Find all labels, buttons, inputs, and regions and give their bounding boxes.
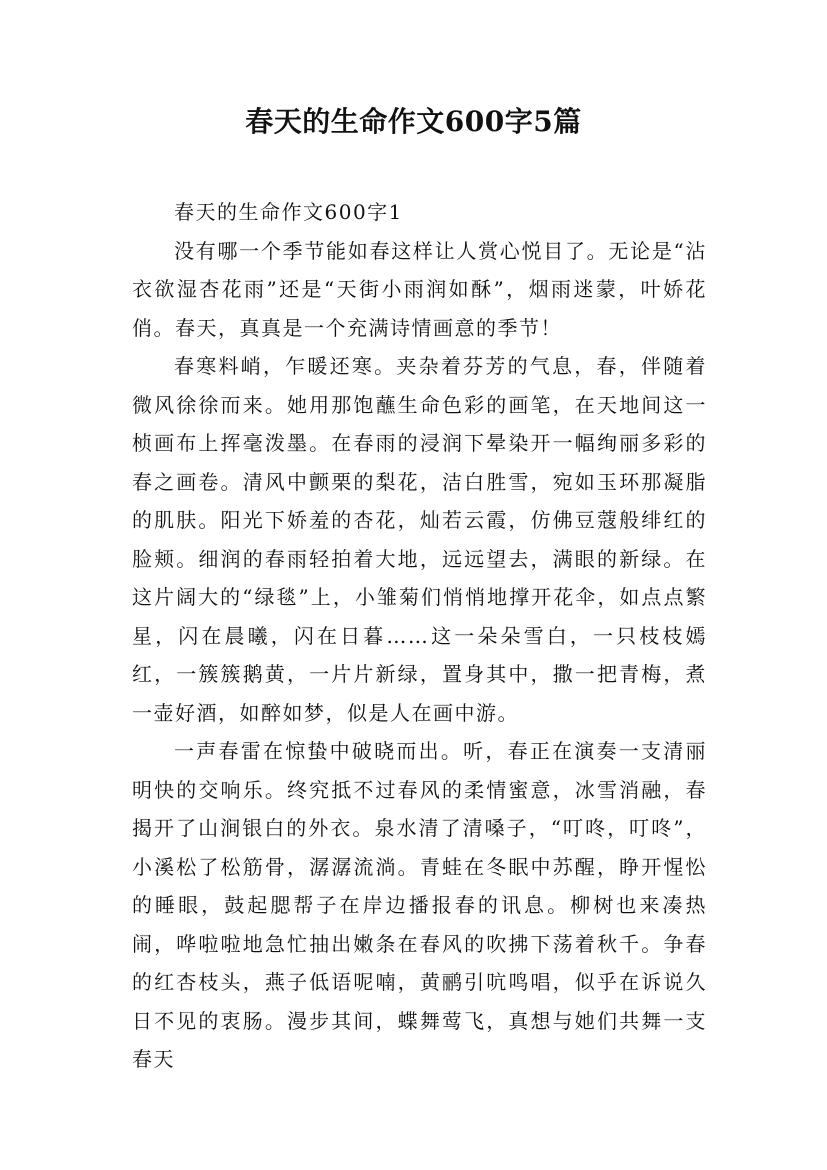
document-body [132, 193, 707, 1079]
section-heading: 春天的生命作文600字1 [174, 200, 403, 224]
paragraph-3: 一声春雷在惊蛰中破晓而出。听，春正在演奏一支清丽明快的交响乐。终究抵不过春风的柔情蜜意，冰雪消融，春揭开了山涧银白的外衣。泉水清了清嗓子，“叮咚，叮咚”，小溪松了松筋骨，潺潺流淌。青蛙在冬眠中苏醒，睁开惺忪的睡眼，鼓起腮帮子在岸边播报春的讯息。柳树也来凑热闹，哗啦啦地急忙抽出嫩条在春风的吹拂下荡着秋千。争春的红杏枝头，燕子低语呢喃，黄鹂引吭鸣唱，似乎在诉说久日不见的衷肠。漫步其间，蝶舞莺飞，真想与她们共舞一支春天 [132, 739, 707, 1071]
paragraph-1: 没有哪一个季节能如春这样让人赏心悦目了。无论是“沾衣欲湿杏花雨”还是“天街小雨润如酥”，烟雨迷蒙，叶娇花俏。春天，真真是一个充满诗情画意的季节！ [132, 238, 707, 340]
paragraph-2: 春寒料峭，乍暖还寒。夹杂着芬芳的气息，春，伴随着微风徐徐而来。她用那饱蘸生命色彩的画笔，在天地间这一桢画布上挥毫泼墨。在春雨的浸润下晕染开一幅绚丽多彩的春之画卷。清风中颤栗的梨花，洁白胜雪，宛如玉环那凝脂的肌肤。阳光下娇羞的杏花，灿若云霞，仿佛豆蔻般绯红的脸颊。细润的春雨轻拍着大地，远远望去，满眼的新绿。在这片阔大的“绿毯”上，小雏菊们悄悄地撑开花伞，如点点繁星，闪在晨曦，闪在日暮……这一朵朵雪白，一只枝枝嫣红，一簇簇鹅黄，一片片新绿，置身其中，撒一把青梅，煮一壶好酒，如醉如梦，似是人在画中游。 [132, 354, 707, 725]
document-title: 春天的生命作文600字5篇 [245, 105, 582, 138]
